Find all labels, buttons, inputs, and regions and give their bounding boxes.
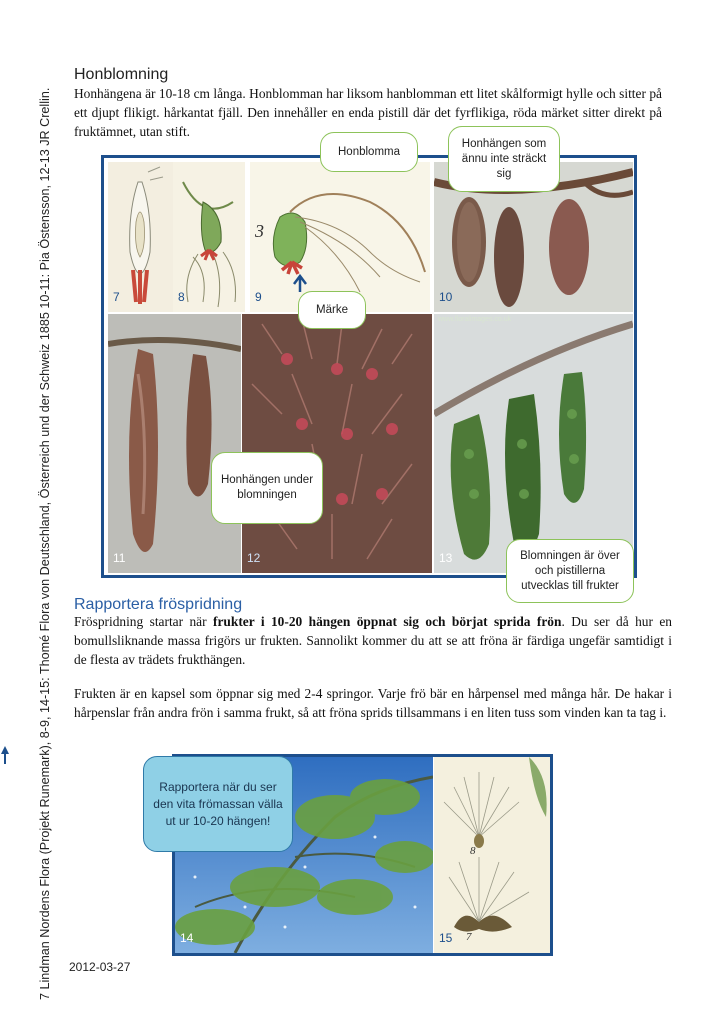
callout-rapportera: Rapportera när du ser den vita frömassan välla ut ur 10-20 hängen! bbox=[143, 756, 293, 852]
image-number: 14 bbox=[180, 931, 194, 945]
catkin-photo-icon bbox=[108, 314, 241, 573]
illustration-label: 7 bbox=[466, 931, 472, 943]
section-heading-honblomning: Honblomning bbox=[74, 66, 169, 83]
frukt-paragraph: Frukten är en kapsel som öppnar sig med 2-4 springor. Varje frö bär en hårpensel med många hår. De hakar i hårpenslar från andra frön i samma frukt, så att fröna sprids tillsammans i en liten tuss som vinden kan ta tag i. bbox=[74, 686, 672, 720]
document-date: 2012-03-27 bbox=[69, 960, 131, 974]
image-watermark: www.floralimages.co.uk bbox=[438, 316, 512, 323]
image-15 bbox=[434, 757, 550, 953]
seed-illustration-icon bbox=[434, 757, 550, 953]
image-number: 15 bbox=[439, 931, 453, 945]
figure-female-flowering bbox=[101, 155, 637, 578]
image-credits: 7 Lindman Nordens Flora (Projekt Runemark), 8-9, 14-15: Thomé Flora von Deutschland, Österreich und der Schweiz 1885 10-11: Pia Östensson, 12-13 JR Crellin. bbox=[38, 87, 52, 1000]
image-7 bbox=[108, 162, 173, 312]
section-heading-rapportera: Rapportera fröspridning bbox=[74, 596, 243, 613]
image-8 bbox=[173, 162, 245, 312]
image-number: 10 bbox=[439, 290, 453, 304]
image-13 bbox=[434, 314, 633, 573]
callout-marke: Märke bbox=[298, 291, 366, 329]
image-number: 13 bbox=[439, 551, 453, 565]
paragraph-bold-text: frukter i 10-20 hängen öppnat sig och börjat sprida frön bbox=[213, 614, 562, 629]
catkin-photo-icon bbox=[434, 314, 633, 573]
honblomning-paragraph: Honhängena är 10-18 cm långa. Honblomman har liksom hanblomman ett litet skålformigt hylle och sitter på ett djupt flikigt. hårkantat fjäll. Den innehåller en enda pistill där det fyrflikiga, röda märket sitter direkt på fruktämnet, utan stift. bbox=[74, 86, 662, 139]
callout-honblomma: Honblomma bbox=[320, 132, 418, 172]
flower-illustration-icon bbox=[250, 162, 430, 312]
svg-text:3: 3 bbox=[255, 221, 264, 241]
frospridning-paragraph bbox=[74, 612, 672, 669]
image-11 bbox=[108, 314, 241, 573]
image-number: 11 bbox=[113, 551, 126, 565]
illustration-label: 8 bbox=[470, 845, 476, 857]
paragraph-text: . Du ser då hur en bomullsliknande massa frigörs ur frukten. Sannolikt kommer du att se att fröna är färdiga ungefär samtidigt i de flesta av trädets frukthängen. bbox=[74, 614, 673, 667]
arrow-up-icon bbox=[0, 745, 10, 765]
callout-blomningen-over: Blomningen är över och pistillerna utvecklas till frukter bbox=[506, 539, 634, 603]
image-number: 12 bbox=[247, 551, 261, 565]
image-number: 7 bbox=[113, 290, 120, 304]
paragraph-text: Fröspridning startar när bbox=[74, 614, 214, 629]
image-number: 8 bbox=[178, 290, 185, 304]
image-number: 9 bbox=[255, 290, 262, 304]
catkin-photo-icon bbox=[242, 314, 432, 573]
callout-honhangen-ej-strackt: Honhängen som ännu inte sträckt sig bbox=[448, 126, 560, 192]
callout-honhangen-under-blomningen: Honhängen under blomningen bbox=[211, 452, 323, 524]
image-9 bbox=[250, 162, 430, 312]
image-12 bbox=[242, 314, 432, 573]
